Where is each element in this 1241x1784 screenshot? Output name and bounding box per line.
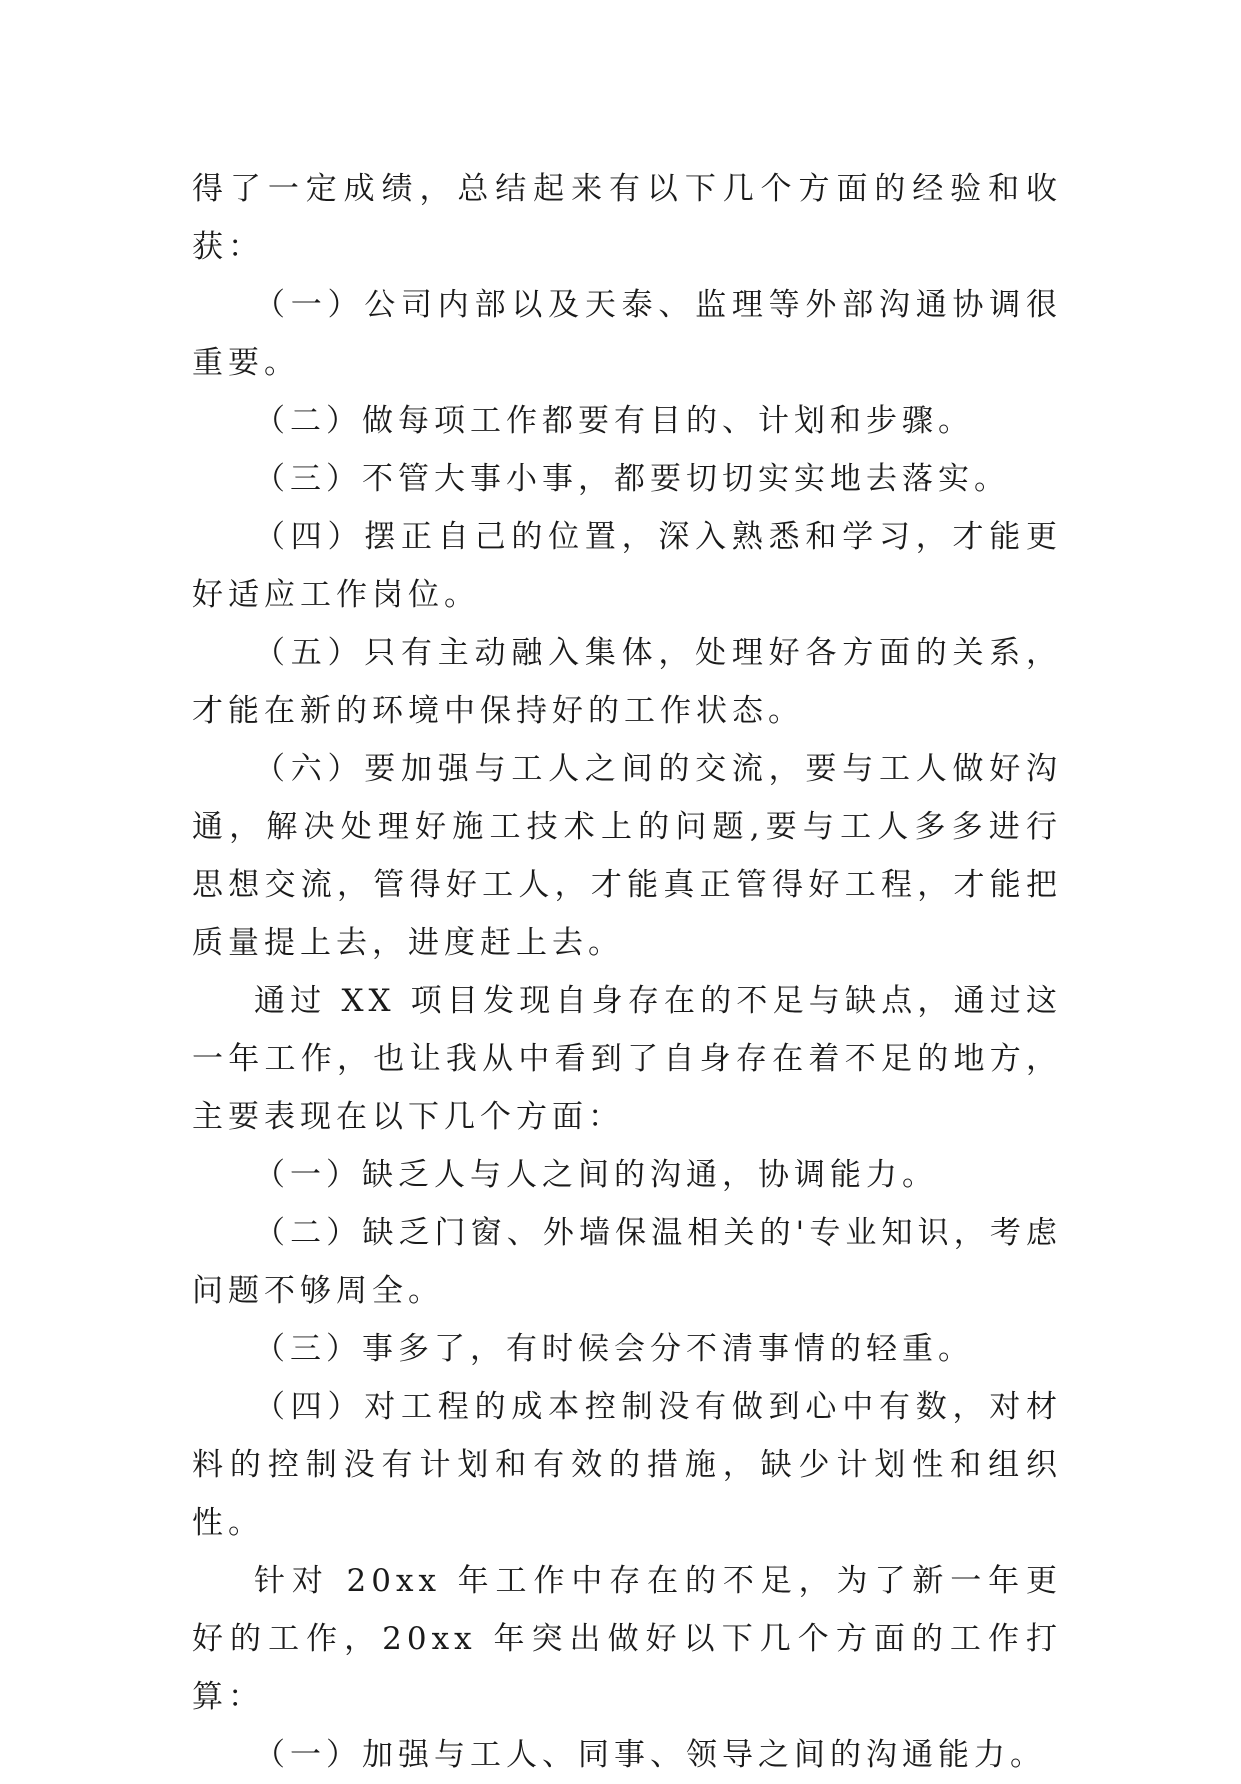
paragraph-shortcoming-4: （四）对工程的成本控制没有做到心中有数，对材料的控制没有计划和有效的措施，缺少计划性和组织性。 bbox=[192, 1389, 1062, 1541]
paragraph-shortcoming-1: （一）缺乏人与人之间的沟通，协调能力。 bbox=[254, 1157, 938, 1193]
paragraph-plan-1: （一）加强与工人、同事、领导之间的沟通能力。 bbox=[254, 1737, 1046, 1773]
document-body bbox=[192, 160, 1062, 1784]
paragraph-plan-intro: 针对 20xx 年工作中存在的不足，为了新一年更好的工作，20xx 年突出做好以下几个方面的工作打算： bbox=[192, 1563, 1062, 1715]
paragraph-experience-5: （五）只有主动融入集体，处理好各方面的关系，才能在新的环境中保持好的工作状态。 bbox=[192, 635, 1062, 729]
paragraph-experience-3: （三）不管大事小事，都要切切实实地去落实。 bbox=[254, 461, 1010, 497]
paragraph-shortcomings-intro: 通过 XX 项目发现自身存在的不足与缺点，通过这一年工作，也让我从中看到了自身存在着不足的地方，主要表现在以下几个方面： bbox=[192, 983, 1062, 1135]
paragraph-experience-6: （六）要加强与工人之间的交流，要与工人做好沟通，解决处理好施工技术上的问题,要与工人多多进行思想交流，管得好工人，才能真正管得好工程，才能把质量提上去，进度赶上去。 bbox=[192, 751, 1062, 961]
paragraph-experience-2: （二）做每项工作都要有目的、计划和步骤。 bbox=[254, 403, 974, 439]
paragraph-shortcoming-2: （二）缺乏门窗、外墙保温相关的'专业知识，考虑问题不够周全。 bbox=[192, 1215, 1062, 1309]
paragraph-experience-4: （四）摆正自己的位置，深入熟悉和学习，才能更好适应工作岗位。 bbox=[192, 519, 1062, 613]
paragraph-experience-1: （一）公司内部以及天泰、监理等外部沟通协调很重要。 bbox=[192, 287, 1062, 381]
paragraph-shortcoming-3: （三）事多了，有时候会分不清事情的轻重。 bbox=[254, 1331, 974, 1367]
paragraph-continuation: 得了一定成绩，总结起来有以下几个方面的经验和收获： bbox=[192, 171, 1062, 265]
